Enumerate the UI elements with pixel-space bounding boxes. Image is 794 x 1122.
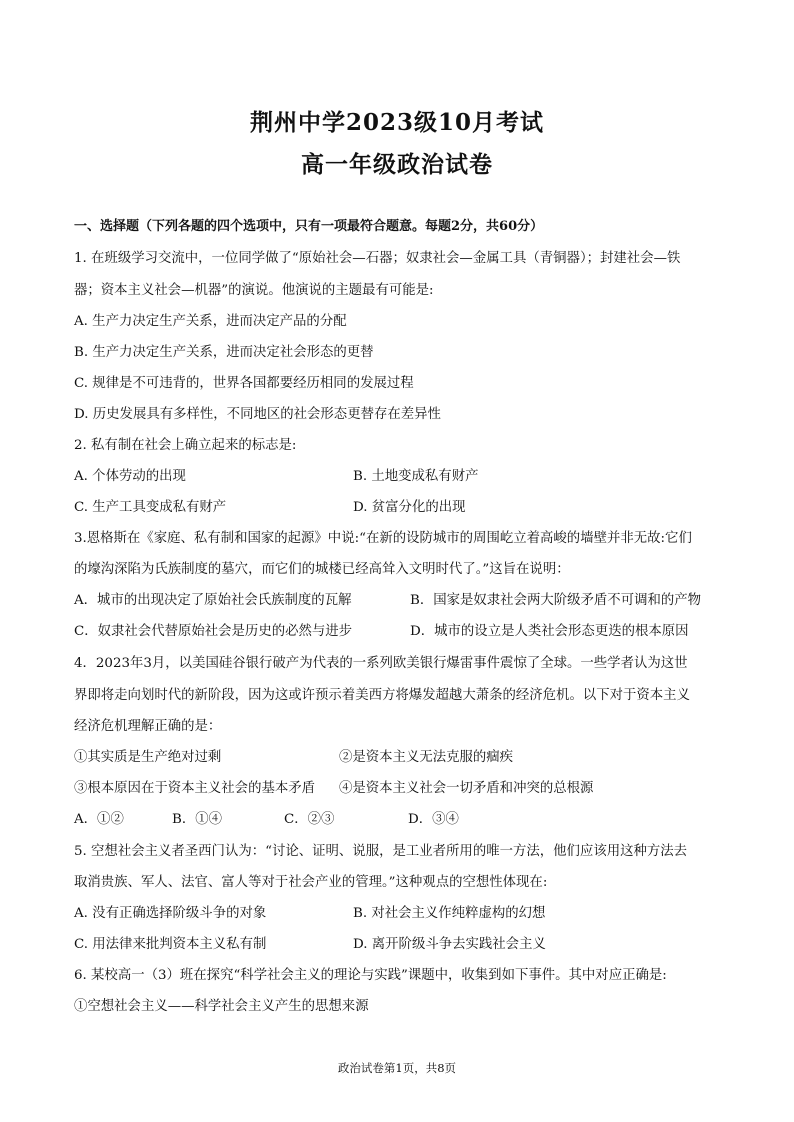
page-footer: 政治试卷第1页，共8页 <box>337 1061 457 1075</box>
q5-option-c: C. 用法律来批判资本主义私有制 <box>74 937 267 952</box>
q5-stem-line1: 5. 空想社会主义者圣西门认为：“讨论、证明、说服，是工业者所用的唯一方法，他们应该用这种方法去 <box>74 844 688 859</box>
q6-stem: 6. 某校高一（3）班在探究“科学社会主义的理论与实践”课题中，收集到如下事件。其中对应正确是: <box>74 968 667 983</box>
q4-option-b: B．①④ <box>172 812 223 827</box>
q5-option-b: B. 对社会主义作纯粹虚构的幻想 <box>353 906 546 921</box>
q2-stem: 2. 私有制在社会上确立起来的标志是: <box>74 438 297 453</box>
q5-option-d: D. 离开阶级斗争去实践社会主义 <box>353 937 546 952</box>
q4-stem-line1: 4．2023年3月，以美国硅谷银行破产为代表的一系列欧美银行爆雷事件震惊了全球。一些学者认为这世 <box>74 656 688 671</box>
q6-statement-1: ①空想社会主义——科学社会主义产生的思想来源 <box>74 999 369 1014</box>
q2-option-a: A. 个体劳动的出现 <box>74 469 186 484</box>
section-heading: 一、选择题（下列各题的四个选项中，只有一项最符合题意。每题2分，共60分） <box>74 219 544 234</box>
q4-option-c: C．②③ <box>284 812 335 827</box>
q3-option-d: D．城市的设立是人类社会形态更迭的根本原因 <box>410 624 689 639</box>
q3-option-c: C．奴隶社会代替原始社会是历史的必然与进步 <box>74 624 353 639</box>
q3-stem-line1: 3.恩格斯在《家庭、私有制和国家的起源》中说:“在新的设防城市的周围屹立着高峻的墙壁并非无故:它们 <box>74 531 692 546</box>
q1-option-b: B. 生产力决定生产关系，进而决定社会形态的更替 <box>74 345 374 360</box>
q3-option-a: A．城市的出现决定了原始社会氏族制度的瓦解 <box>74 593 352 608</box>
q4-option-d: D．③④ <box>408 812 459 827</box>
q1-stem-line2: 器；资本主义社会—机器”的演说。他演说的主题最有可能是: <box>74 283 434 298</box>
q5-stem-line2: 取消贵族、军人、法官、富人等对于社会产业的管理。”这种观点的空想性体现在: <box>74 875 548 890</box>
q4-option-a: A．①② <box>74 812 124 827</box>
q3-stem-line2: 的壕沟深陷为氏族制度的墓穴，而它们的城楼已经高耸入文明时代了。”这旨在说明： <box>74 562 570 577</box>
q3-option-b: B．国家是奴隶社会两大阶级矛盾不可调和的产物 <box>410 593 702 608</box>
q1-option-a: A. 生产力决定生产关系，进而决定产品的分配 <box>74 314 347 329</box>
q4-statement-1: ①其实质是生产绝对过剩 <box>74 750 222 765</box>
exam-subtitle: 高一年级政治试卷 <box>301 151 493 178</box>
q4-stem-line3: 经济危机理解正确的是： <box>74 719 222 734</box>
q1-stem-line1: 1. 在班级学习交流中，一位同学做了“原始社会—石器；奴隶社会—金属工具（青铜器）；封建社会—铁 <box>74 251 681 266</box>
q5-option-a: A. 没有正确选择阶级斗争的对象 <box>74 906 267 921</box>
q4-statement-3: ③根本原因在于资本主义社会的基本矛盾 <box>74 781 316 796</box>
q4-stem-line2: 界即将走向划时代的新阶段，因为这或许预示着美西方将爆发超越大萧条的经济危机。以下对于资本主义 <box>74 688 690 703</box>
q4-statement-4: ④是资本主义社会一切矛盾和冲突的总根源 <box>339 781 594 796</box>
q2-option-c: C. 生产工具变成私有财产 <box>74 500 227 515</box>
q2-option-d: D. 贫富分化的出现 <box>353 500 466 515</box>
q1-option-d: D. 历史发展具有多样性，不同地区的社会形态更替存在差异性 <box>74 407 441 422</box>
q4-statement-2: ②是资本主义无法克服的痼疾 <box>339 750 514 765</box>
exam-title: 荆州中学2023级10月考试 <box>249 109 545 136</box>
q1-option-c: C. 规律是不可违背的，世界各国都要经历相同的发展过程 <box>74 376 414 391</box>
q2-option-b: B. 土地变成私有财产 <box>353 469 479 484</box>
